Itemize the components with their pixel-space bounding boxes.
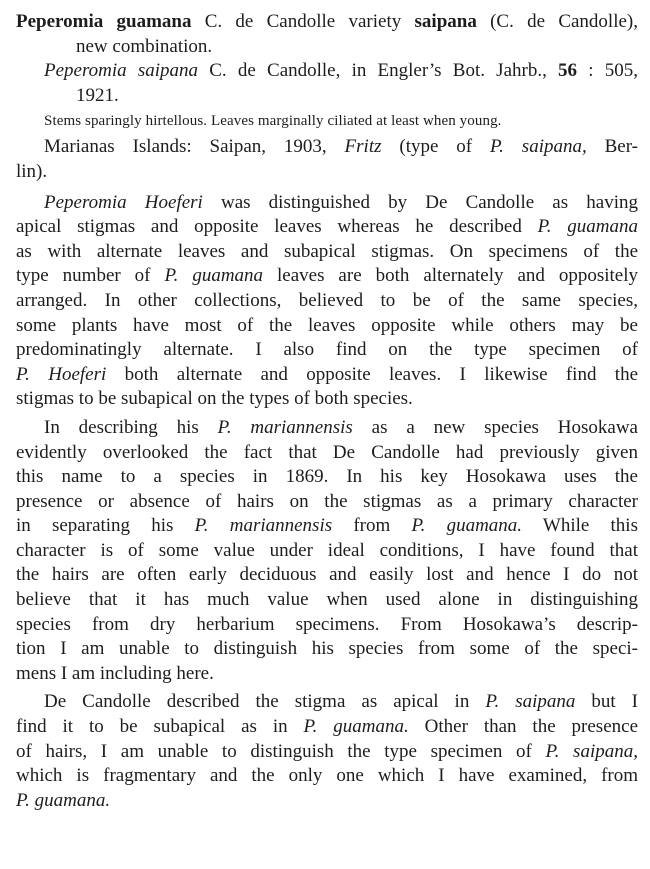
text-line xyxy=(16,563,638,588)
text-line xyxy=(16,441,638,466)
text-run: both alternate and opposite leaves. I likewise find the xyxy=(106,363,638,385)
text-run: presence or absence of hairs on the stigmas as a primary character xyxy=(16,490,638,512)
italic-text: P. guamana xyxy=(537,216,638,238)
text-run: of hairs, I am unable to distinguish the type specimen of xyxy=(16,740,546,762)
text-run: In describing his xyxy=(44,416,218,438)
text-line xyxy=(16,662,638,687)
synonym-citation xyxy=(16,59,638,108)
text-line xyxy=(16,690,638,715)
text-line xyxy=(16,387,638,412)
italic-text: P. saipana xyxy=(485,691,576,713)
text-run: but I xyxy=(575,691,638,713)
text-line xyxy=(16,338,638,363)
text-run: type number of xyxy=(16,265,165,287)
text-run: was distinguished by De Candolle as having xyxy=(202,191,638,213)
text-line xyxy=(16,465,638,490)
document-page xyxy=(16,10,638,813)
text-line xyxy=(16,490,638,515)
text-line xyxy=(16,715,638,740)
text-run: which is fragmentary and the only one which I have examined, from xyxy=(16,765,638,787)
text-line xyxy=(16,59,638,84)
bold-text: 56 xyxy=(558,60,578,82)
text-run: Marianas Islands: Saipan, 1903, xyxy=(44,136,345,158)
text-run: evidently overlooked the fact that De Candolle had previously given xyxy=(16,441,638,463)
italic-text: Peperomia Hoeferi xyxy=(44,191,203,213)
text-line xyxy=(16,539,638,564)
text-run: from xyxy=(332,515,412,537)
text-line xyxy=(16,363,638,388)
text-run: : 505, xyxy=(577,60,638,82)
paragraph xyxy=(16,416,638,687)
italic-text: Peperomia saipana xyxy=(44,60,199,82)
text-line xyxy=(16,416,638,441)
italic-text: P. guamana. xyxy=(16,789,111,811)
text-run: Other than the presence xyxy=(408,716,638,738)
italic-text: P. mariannensis xyxy=(194,515,333,537)
text-run: as a new species Hosokawa xyxy=(352,416,638,438)
text-line xyxy=(16,613,638,638)
italic-text: P. guamana. xyxy=(303,716,409,738)
text-run: new combination. xyxy=(76,35,213,57)
text-run: C. de Candolle variety xyxy=(191,11,415,32)
text-run: believe that it has much value when used alone in distinguishing xyxy=(16,589,638,611)
paragraph xyxy=(16,690,638,813)
bold-text: saipana xyxy=(414,11,477,32)
italic-text: Fritz xyxy=(344,136,382,158)
text-run: stigmas to be subapical on the types of both species. xyxy=(16,388,413,410)
italic-text: P. guamana. xyxy=(411,515,523,537)
text-run: C. de Candolle, in Engler’s Bot. Jahrb., xyxy=(198,60,559,82)
text-run: the hairs are often early deciduous and easily lost and hence I do not xyxy=(16,564,638,586)
text-run: (C. de Candolle), xyxy=(476,11,638,32)
text-line xyxy=(16,191,638,216)
text-line xyxy=(16,264,638,289)
italic-text: P. mariannensis xyxy=(217,416,353,438)
text-run: While this xyxy=(522,515,638,537)
species-heading xyxy=(16,10,638,59)
text-line xyxy=(16,35,638,60)
text-line xyxy=(16,289,638,314)
text-run: find it to be subapical as in xyxy=(16,716,304,738)
text-run: tion I am unable to distinguish his species from some of the speci- xyxy=(16,638,638,660)
italic-text: P. saipana, xyxy=(490,136,587,158)
text-run: lin). xyxy=(16,160,48,182)
text-run: some plants have most of the leaves opposite while others may be xyxy=(16,314,638,336)
italic-text: P. saipana, xyxy=(545,740,638,762)
text-run: Ber- xyxy=(586,136,638,158)
text-line xyxy=(16,84,638,109)
text-line xyxy=(16,135,638,160)
italic-text: P. Hoeferi xyxy=(16,363,107,385)
text-line xyxy=(16,637,638,662)
text-line xyxy=(16,588,638,613)
text-line xyxy=(16,108,638,135)
text-line xyxy=(16,215,638,240)
text-line xyxy=(16,514,638,539)
text-line xyxy=(16,740,638,765)
text-run: leaves are both alternately and oppositely xyxy=(263,265,639,287)
text-run: De Candolle described the stigma as apical in xyxy=(44,691,486,713)
text-run: this name to a species in 1869. In his key Hosokawa uses the xyxy=(16,466,638,488)
bold-text: Peperomia guamana xyxy=(16,11,192,32)
paragraph xyxy=(16,191,638,412)
text-run: (type of xyxy=(381,136,491,158)
text-line xyxy=(16,789,638,814)
text-run: 1921. xyxy=(76,84,119,106)
text-line xyxy=(16,314,638,339)
text-run: as with alternate leaves and subapical stigmas. On specimens of the xyxy=(16,240,638,262)
text-run: species from dry herbarium specimens. From Hosokawa’s descrip- xyxy=(16,613,638,635)
text-run: arranged. In other collections, believed to be of the same species, xyxy=(16,289,638,311)
text-line xyxy=(16,10,638,35)
text-line xyxy=(16,240,638,265)
species-description xyxy=(16,108,638,135)
italic-text: P. guamana xyxy=(164,265,264,287)
text-run: Stems sparingly hirtellous. Leaves marginally ciliated at least when young. xyxy=(44,113,502,130)
text-run: predominatingly alternate. I also find on the type specimen of xyxy=(16,339,638,361)
text-run: mens I am including here. xyxy=(16,662,214,684)
text-line xyxy=(16,764,638,789)
locality-citation xyxy=(16,135,638,184)
text-run: apical stigmas and opposite leaves whereas he described xyxy=(16,216,538,238)
text-run: character is of some value under ideal conditions, I have found that xyxy=(16,539,638,561)
text-line xyxy=(16,160,638,185)
text-run: in separating his xyxy=(16,515,195,537)
